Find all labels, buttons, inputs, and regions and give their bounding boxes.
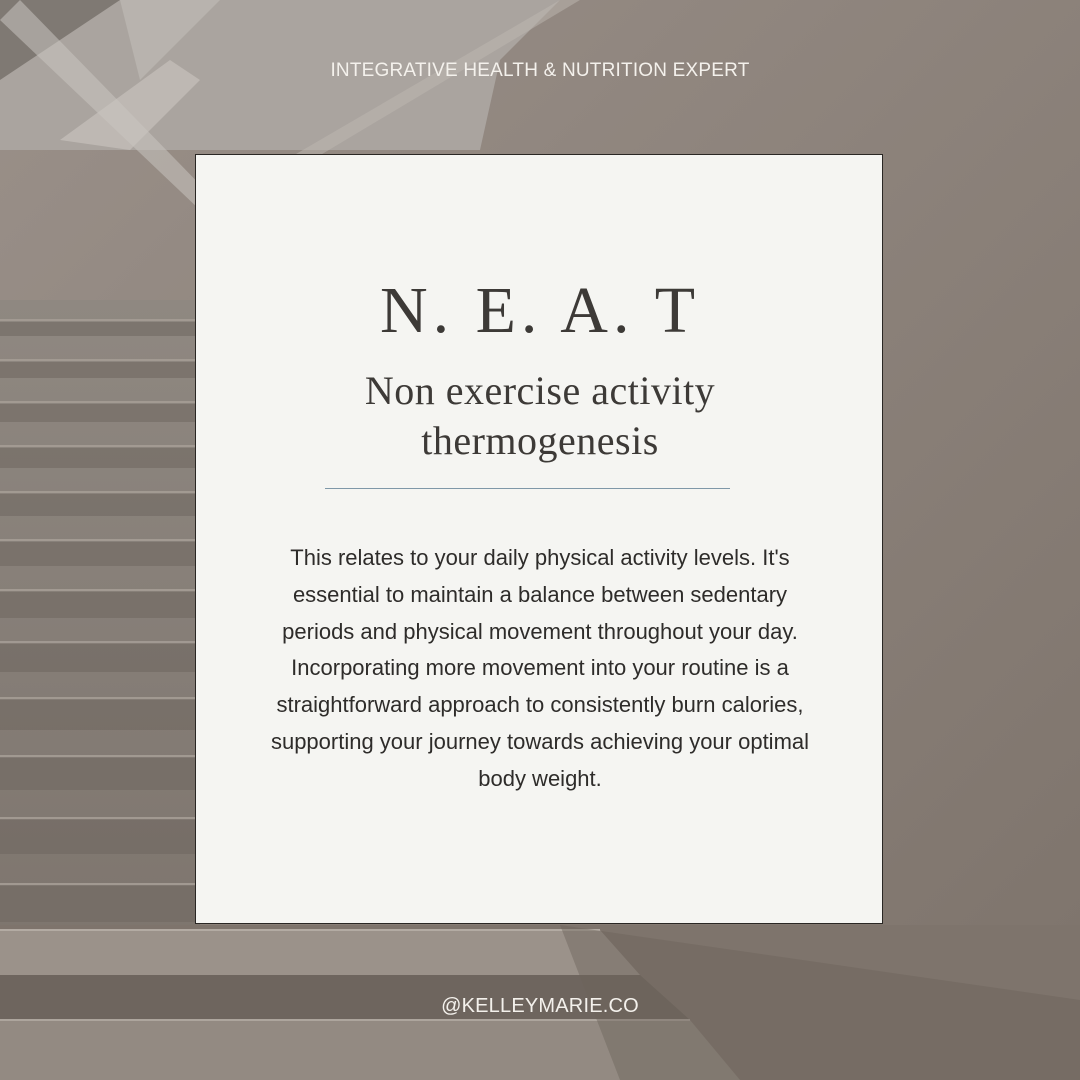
body-paragraph: This relates to your daily physical activity levels. It's essential to maintain a balance between sedentary periods and physical movement throughout your day. Incorporating more movement into your routine is a straightforward approach to consistently burn calories, supporting your journey towards achieving your optimal body weight. [270,545,810,791]
divider-line [325,488,730,489]
subtitle-line-2: thermogenesis [421,418,659,463]
subtitle [195,366,885,466]
header-tagline: INTEGRATIVE HEALTH & NUTRITION EXPERT [330,60,750,81]
footer-handle: @KELLEYMARIE.CO [441,995,639,1017]
content-card [195,154,883,924]
subtitle-line-1: Non exercise activity [364,368,716,413]
acronym-title: N. E. A. T [379,274,701,347]
